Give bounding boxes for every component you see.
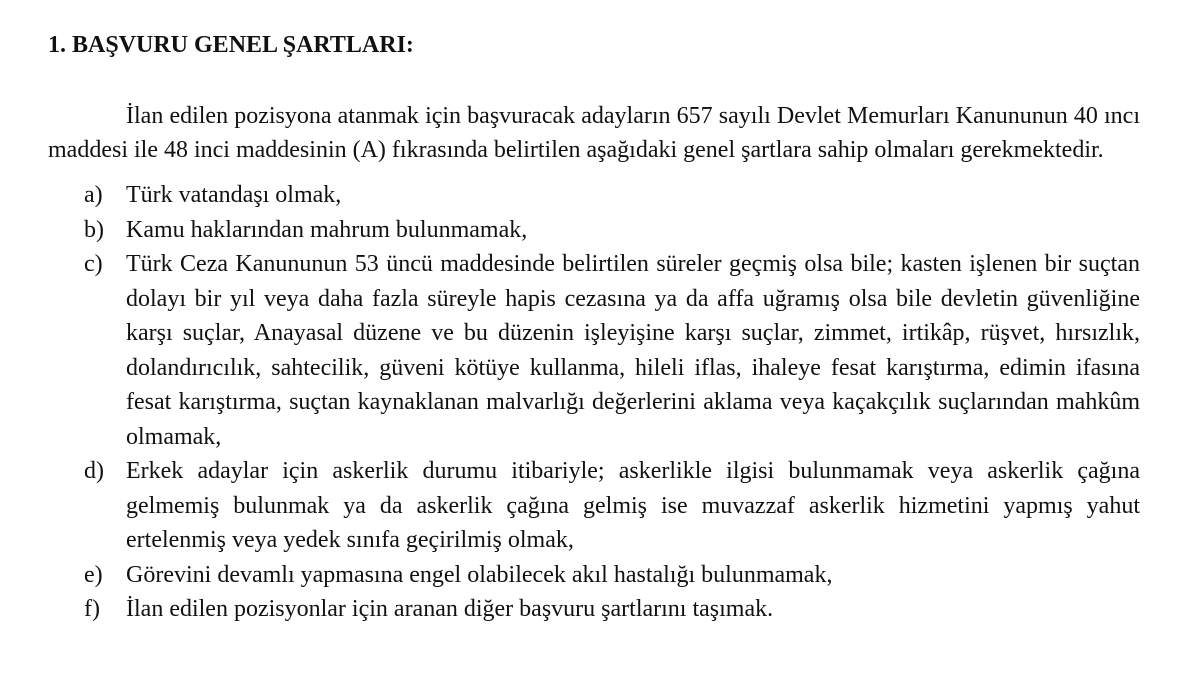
requirement-text-f: İlan edilen pozisyonlar için aranan diğer başvuru şartlarını taşımak. bbox=[126, 596, 774, 622]
section-heading: 1. BAŞVURU GENEL ŞARTLARI: bbox=[48, 32, 414, 59]
requirement-marker-a: a) bbox=[84, 182, 103, 208]
requirement-text-c: Türk Ceza Kanununun 53 üncü maddesinde belirtilen süreler geçmiş olsa bile; kasten işlenen bir suçtan dolayı bir yıl veya daha fazla süreyle hapis cezasına ya da affa uğramış olsa bile devletin güvenliğine karşı suçlar, Anayasal düzene ve bu düzenin işleyişine karşı suçlar, zimmet, irtikâp, rüşvet, hırsızlık, dolandırıcılık, sahtecilik, güveni kötüye kullanma, hileli iflas, ihaleye fesat karıştırma, edimin ifasına fesat karıştırma, suçtan kaynaklanan malvarlığı değerlerini aklama veya kaçakçılık suçlarından mahkûm olmamak, bbox=[126, 251, 1140, 450]
requirement-marker-f: f) bbox=[84, 596, 100, 622]
requirement-item-c bbox=[84, 247, 1140, 454]
requirement-item-a bbox=[84, 178, 1140, 213]
requirement-item-b bbox=[84, 213, 1140, 248]
requirement-item-f bbox=[84, 592, 1140, 627]
requirement-text-e: Görevini devamlı yapmasına engel olabilecek akıl hastalığı bulunmamak, bbox=[126, 561, 833, 588]
requirement-text-d: Erkek adaylar için askerlik durumu itibariyle; askerlikle ilgisi bulunmamak veya askerlik çağına gelmemiş bulunmak ya da askerlik çağına gelmiş ise muvazzaf askerlik hizmetini yapmış yahut ertelenmiş veya yedek sınıfa geçirilmiş olmak, bbox=[126, 458, 1140, 553]
requirements-list bbox=[84, 178, 1140, 627]
requirement-text-b: Kamu haklarından mahrum bulunmamak, bbox=[126, 216, 528, 243]
requirement-item-d bbox=[84, 454, 1140, 558]
requirement-marker-c: c) bbox=[84, 251, 103, 277]
requirement-text-a: Türk vatandaşı olmak, bbox=[126, 182, 342, 208]
requirement-marker-b: b) bbox=[84, 216, 104, 243]
requirement-item-e bbox=[84, 558, 1140, 593]
requirement-marker-d: d) bbox=[84, 458, 104, 484]
requirement-marker-e: e) bbox=[84, 561, 103, 588]
intro-paragraph: İlan edilen pozisyona atanmak için başvuracak adayların 657 sayılı Devlet Memurları Kanununun 40 ıncı maddesi ile 48 inci maddesinin (A) fıkrasında belirtilen aşağıdaki genel şartlara sahip olmaları gerekmektedir. bbox=[48, 103, 1140, 163]
